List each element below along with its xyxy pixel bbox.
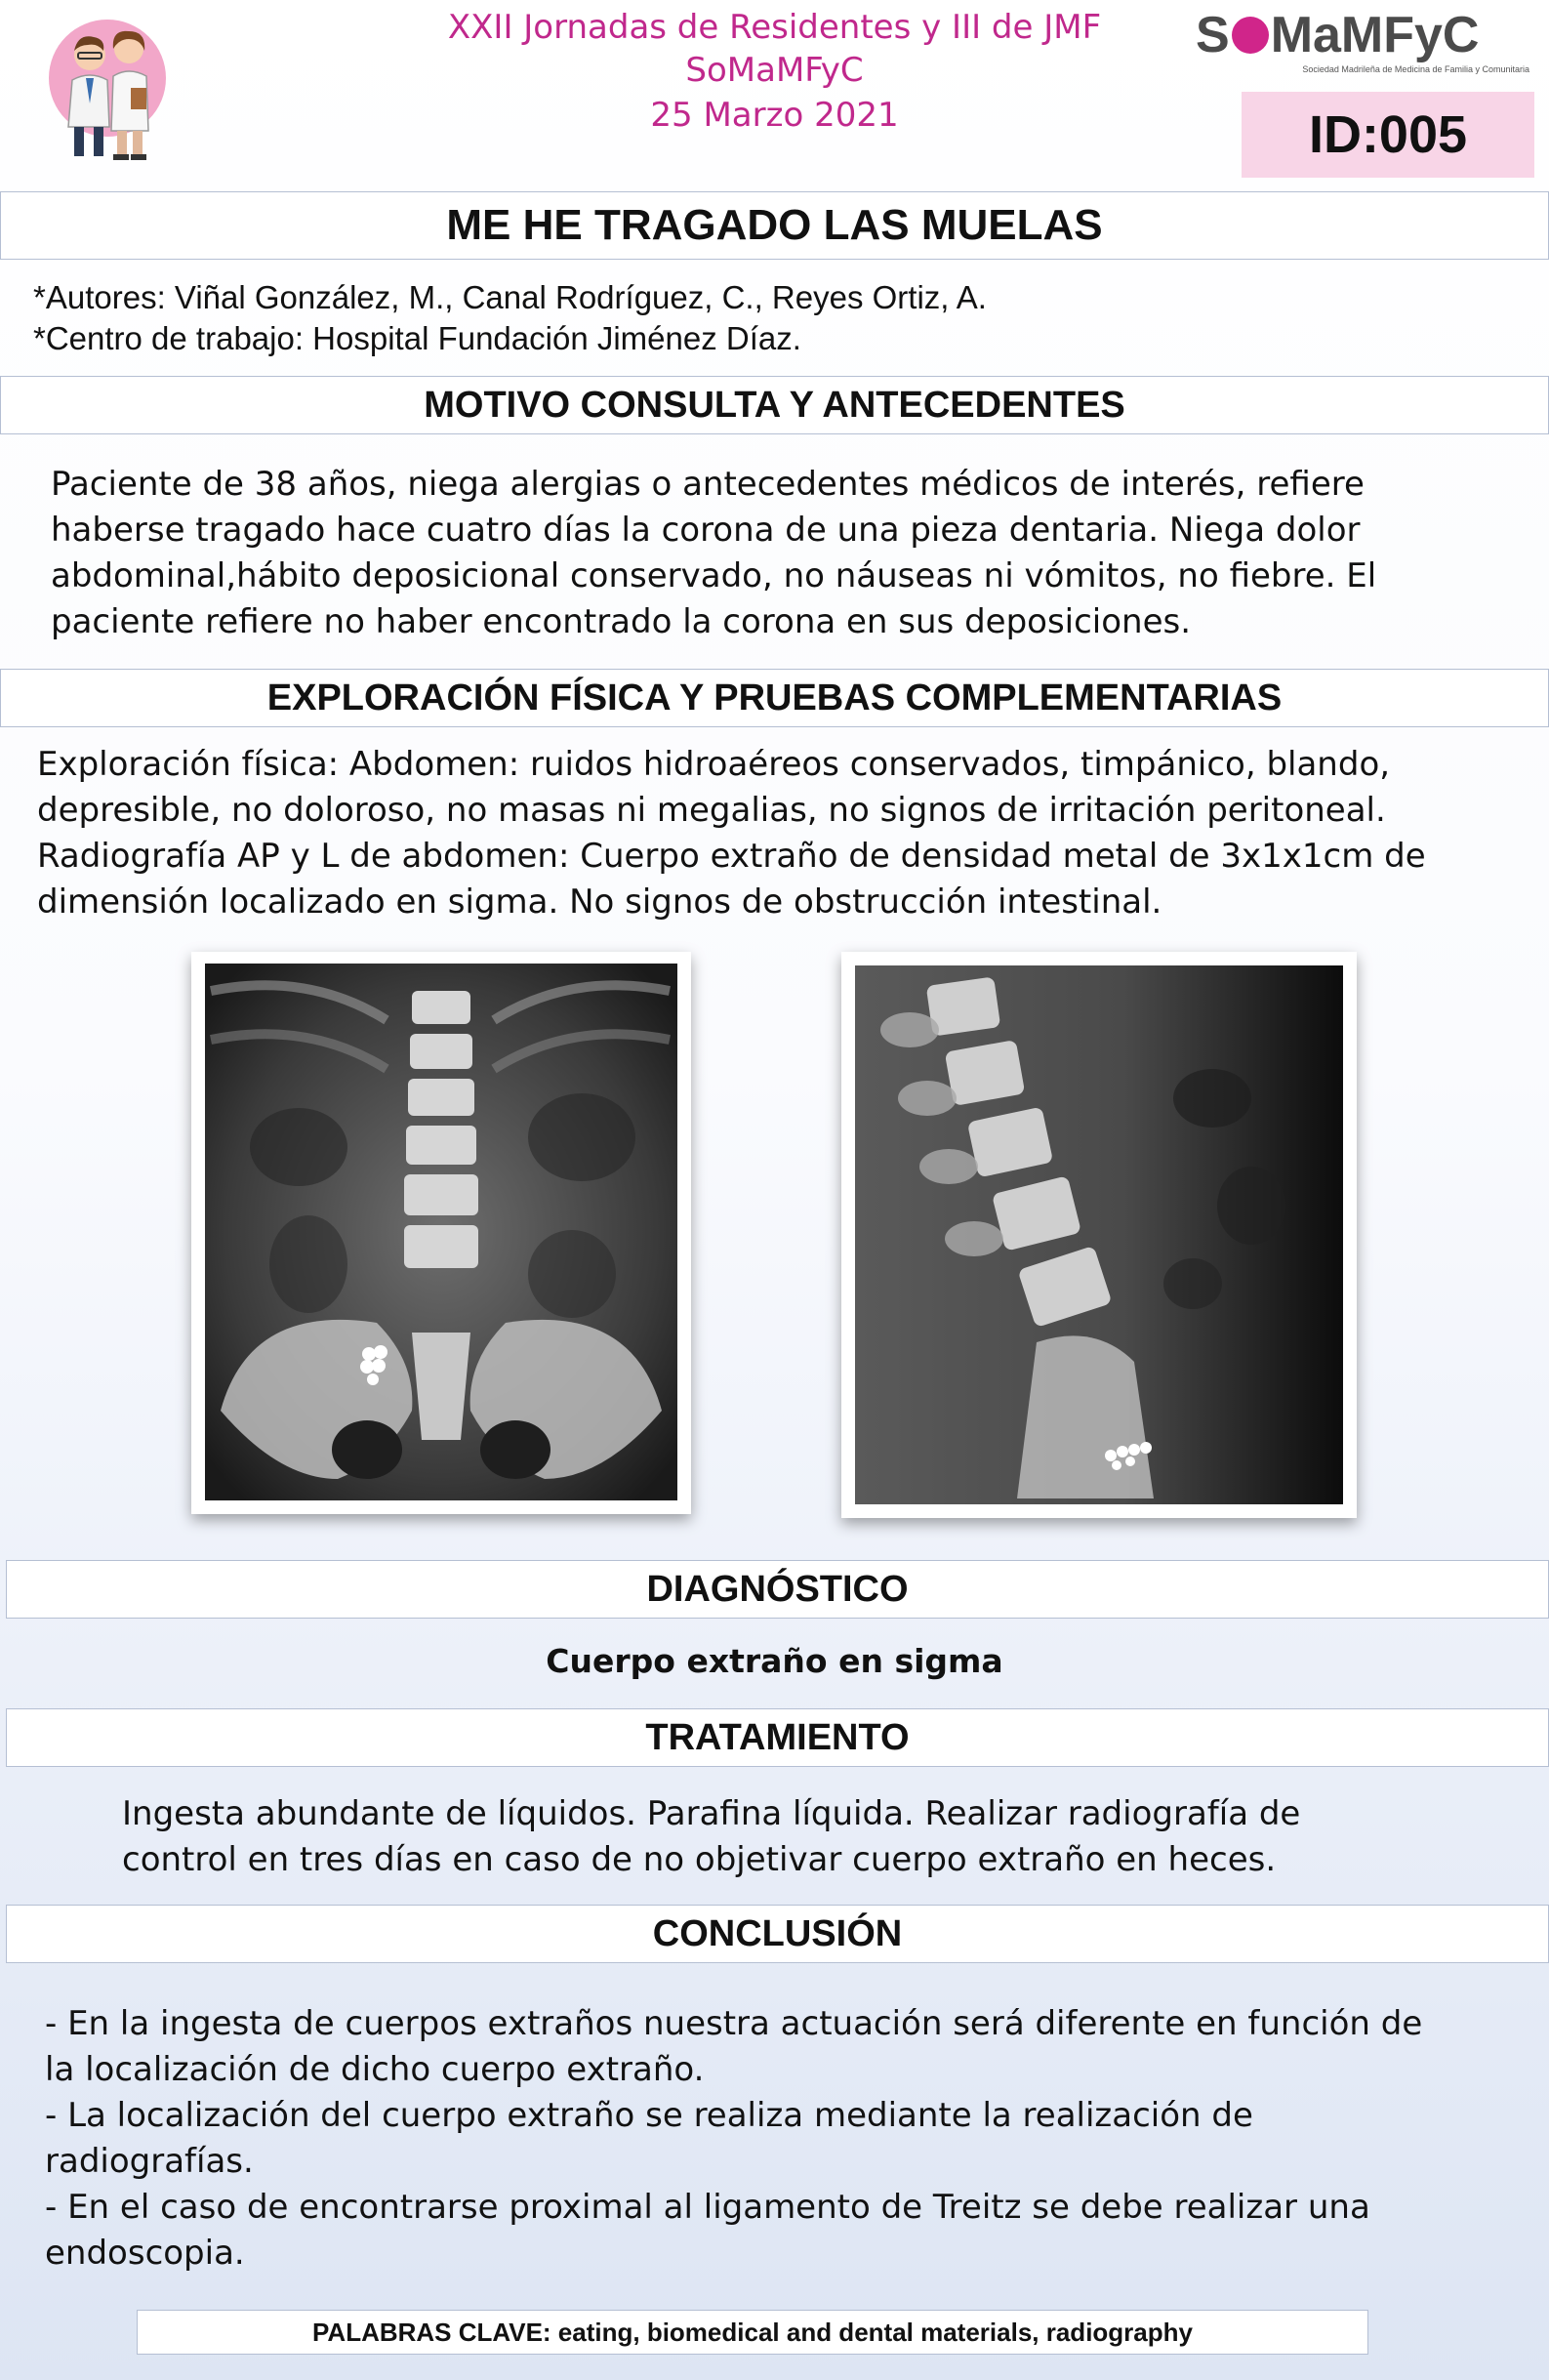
text-line: Paciente de 38 años, niega alergias o antecedentes médicos de interés, refiere — [51, 465, 1365, 504]
logo-letter-s: S — [1196, 7, 1230, 63]
text-line: la localización de dicho cuerpo extraño. — [45, 2050, 705, 2089]
text-line: - La localización del cuerpo extraño se realiza mediante la realización de — [45, 2096, 1253, 2135]
text-line: Exploración física: Abdomen: ruidos hidroaéreos conservados, timpánico, blando, — [37, 745, 1391, 784]
text-line: abdominal,hábito deposicional conservado, no náuseas ni vómitos, no fiebre. El — [51, 556, 1377, 595]
text-line: - En la ingesta de cuerpos extraños nuestra actuación será diferente en función de — [45, 2004, 1423, 2043]
motivo-heading: MOTIVO CONSULTA Y ANTECEDENTES — [0, 376, 1549, 434]
keywords: PALABRAS CLAVE: eating, biomedical and dental materials, radiography — [137, 2310, 1368, 2355]
diagnostico-heading: DIAGNÓSTICO — [6, 1560, 1549, 1619]
text-line: paciente refiere no haber encontrado la corona en sus deposiciones. — [51, 602, 1192, 641]
workplace: *Centro de trabajo: Hospital Fundación Jiménez Díaz. — [33, 320, 801, 356]
poster-id: ID:005 — [1242, 92, 1534, 178]
motivo-text — [51, 462, 1376, 645]
text-line: control en tres días en caso de no objetivar cuerpo extraño en heces. — [122, 1840, 1277, 1879]
text-line: - En el caso de encontrarse proximal al ligamento de Treitz se debe realizar una — [45, 2188, 1370, 2227]
event-organization: SoMaMFyC — [685, 51, 864, 90]
text-line: radiografías. — [45, 2142, 254, 2181]
text-line: Ingesta abundante de líquidos. Parafina líquida. Realizar radiografía de — [122, 1794, 1301, 1833]
authors: *Autores: Viñal González, M., Canal Rodríguez, C., Reyes Ortiz, A. — [33, 279, 987, 315]
event-title: XXII Jornadas de Residentes y III de JMF — [447, 8, 1102, 47]
exploracion-text — [37, 742, 1426, 925]
text-line: endoscopia. — [45, 2234, 245, 2273]
logo-text: MaMFyC — [1270, 7, 1480, 63]
poster-title: ME HE TRAGADO LAS MUELAS — [0, 191, 1549, 260]
tratamiento-heading: TRATAMIENTO — [6, 1708, 1549, 1767]
event-date: 25 Marzo 2021 — [650, 96, 899, 135]
text-line: dimensión localizado en sigma. No signos de obstrucción intestinal. — [37, 882, 1162, 922]
somamfyc-logo — [1196, 8, 1537, 88]
conclusion-heading: CONCLUSIÓN — [6, 1905, 1549, 1963]
text-line: depresible, no doloroso, no masas ni megalias, no signos de irritación peritoneal. — [37, 791, 1386, 830]
xray-lateral-image — [841, 952, 1357, 1518]
tratamiento-text — [122, 1791, 1300, 1883]
logo-subtitle: Sociedad Madrileña de Medicina de Familia y Comunitaria — [1302, 64, 1529, 74]
logo-circle-icon — [1232, 17, 1269, 54]
text-line: haberse tragado hace cuatro días la corona de una pieza dentaria. Niega dolor — [51, 511, 1361, 550]
exploracion-heading: EXPLORACIÓN FÍSICA Y PRUEBAS COMPLEMENTARIAS — [0, 669, 1549, 727]
diagnostico-text: Cuerpo extraño en sigma — [546, 1642, 1003, 1680]
conclusion-text — [45, 2001, 1422, 2277]
text-line: Radiografía AP y L de abdomen: Cuerpo extraño de densidad metal de 3x1x1cm de — [37, 837, 1426, 876]
xray-ap-image — [191, 952, 691, 1514]
